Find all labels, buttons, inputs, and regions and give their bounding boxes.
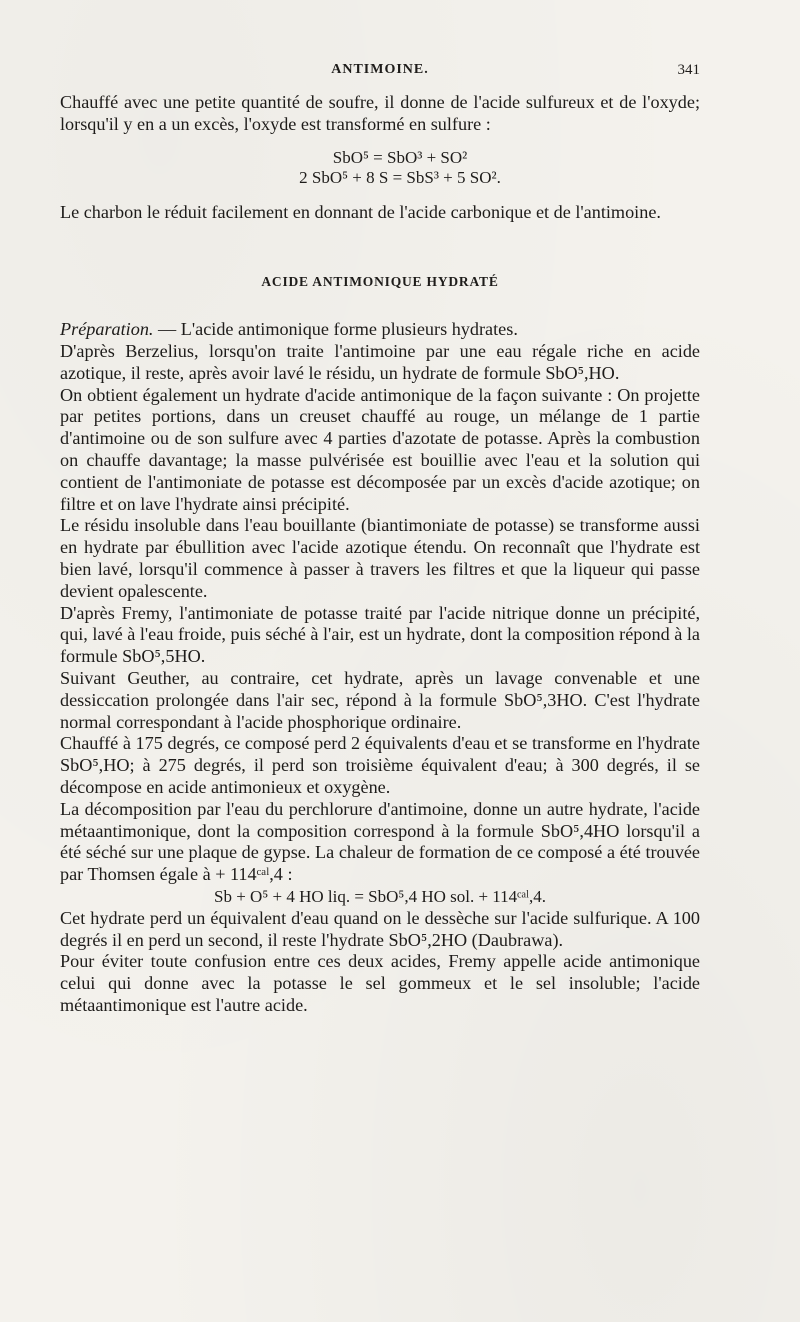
paragraph-residue: Le résidu insoluble dans l'eau bouillante (biantimoniate de potasse) se transforme aussi en hydrate par ébullition avec l'acide azotique étendu. On reconnaît que l'hydrate est bien lavé, lorsqu'il commence à passer à travers les filtres et que la liqueur qui passe devient opalescente. [60, 515, 700, 601]
paragraph-preparation [60, 319, 700, 341]
paragraph-fremy: D'après Fremy, l'antimoniate de potasse traité par l'acide nitrique donne un précipité, qui, lavé à l'eau froide, puis séché à l'air, est un hydrate, dont la composition répond à la formule SbO⁵,5HO. [60, 602, 700, 667]
paragraph-method: On obtient également un hydrate d'acide antimonique de la façon suivante : On projette par petites portions, dans un creuset chauffé au rouge, un mélange de 1 partie d'antimoine ou de son sulfure avec 4 parties d'azotate de potasse. Après la combustion on chauffe davantage; la masse pulvérisée est bouillie avec l'eau et la solution qui contient de l'antimoniate de potasse est décomposée par un excès d'acide azotique; on filtre et on lave l'hydrate ainsi précipité. [60, 384, 700, 514]
paragraph-heating: Chauffé à 175 degrés, ce composé perd 2 équivalents d'eau et se transforme en l'hydrate SbO⁵,HO; à 275 degrés, il perd son troisième équivalent d'eau; à 300 degrés, il se décompose en acide antimonieux et oxygène. [60, 733, 700, 797]
running-title: ANTIMOINE. [331, 62, 429, 77]
page-number: 341 [677, 62, 700, 78]
preparation-text: — L'acide antimonique forme plusieurs hydrates. [153, 319, 518, 340]
formula-decomposition: SbO⁵ = SbO³ + SO² [332, 147, 468, 167]
paragraph-confusion: Pour éviter toute confusion entre ces deux acides, Fremy appelle acide antimonique celui qui donne avec la potasse le sel gommeux et le sel insoluble; l'acide métaantimonique est l'autre acide. [60, 951, 700, 1015]
paragraph-drying: Cet hydrate perd un équivalent d'eau quand on le dessèche sur l'acide sulfurique. A 100 degrés il en perd un second, il reste l'hydrate SbO⁵,2HO (Daubrawa). [60, 907, 700, 950]
page-header [60, 62, 700, 86]
formula-block [60, 148, 700, 188]
formula-sulfide: 2 SbO⁵ + 8 S = SbS³ + 5 SO². [299, 167, 501, 187]
paragraph-geuther: Suivant Geuther, au contraire, cet hydrate, après un lavage convenable et une dessiccation prolongée dans l'air sec, répond à la formule SbO⁵,3HO. C'est l'hydrate normal correspondant à l'acide phosphorique ordinaire. [60, 667, 700, 732]
section-heading: ACIDE ANTIMONIQUE HYDRATÉ [261, 274, 499, 290]
body-text [60, 92, 700, 1017]
paragraph-berzelius: D'après Berzelius, lorsqu'on traite l'antimoine par une eau régale riche en acide azotique, il reste, après avoir lavé le résidu, un hydrate de formule SbO⁵,HO. [60, 340, 700, 383]
paragraph-charcoal: Le charbon le réduit facilement en donnant de l'acide carbonique et de l'antimoine. [60, 201, 661, 222]
paragraph-sulfur: Chauffé avec une petite quantité de soufre, il donne de l'acide sulfureux et de l'oxyde; lorsqu'il y en a un excès, l'oxyde est transformé en sulfure : [60, 92, 700, 134]
formula-thomsen: Sb + O⁵ + 4 HO liq. = SbO⁵,4 HO sol. + 114ᶜᵃˡ,4. [214, 886, 546, 906]
paragraph-perchloride: La décomposition par l'eau du perchlorure d'antimoine, donne un autre hydrate, l'acide métaantimonique, dont la composition correspond à la formule SbO⁵,4HO lorsqu'il a été séché sur une plaque de gypse. La chaleur de formation de ce composé a été trouvée par Thomsen égale à + 114ᶜᵃˡ,4 : [60, 798, 700, 885]
preparation-label: Préparation. [60, 319, 154, 340]
